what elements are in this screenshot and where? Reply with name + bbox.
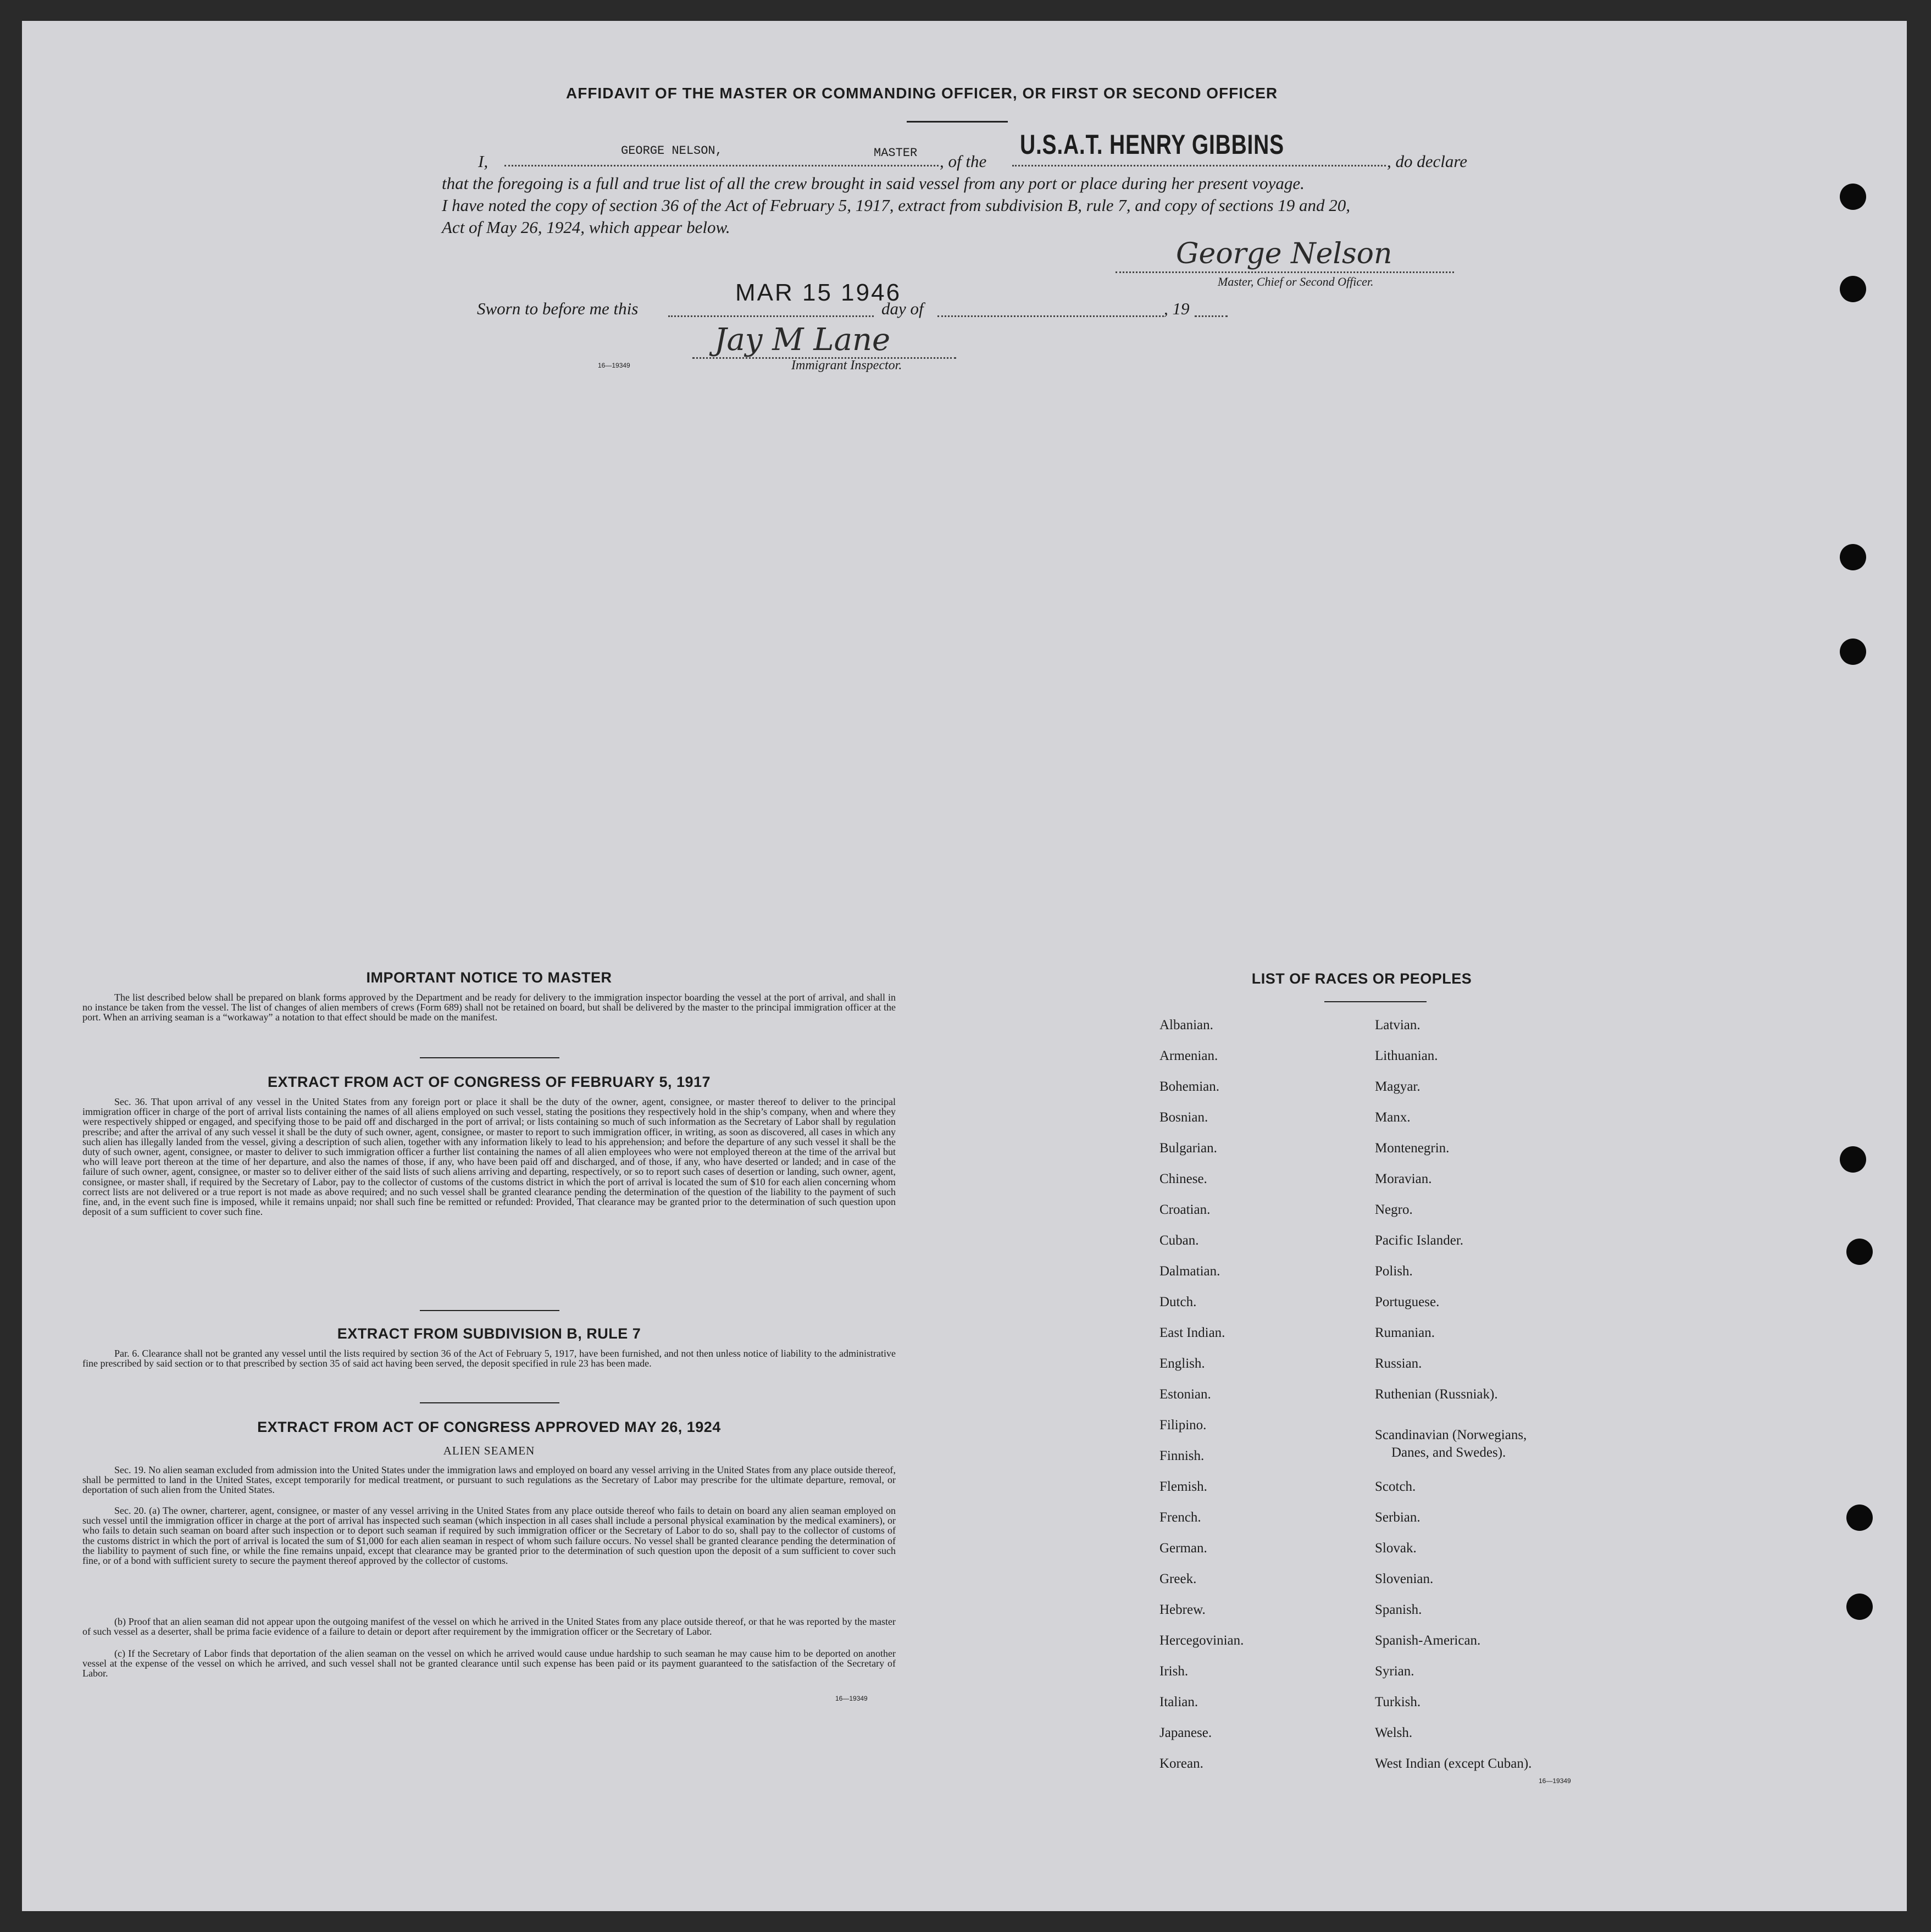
race-item: East Indian. xyxy=(1159,1325,1225,1340)
race-item: Armenian. xyxy=(1159,1048,1218,1063)
race-item: Slovak. xyxy=(1375,1541,1417,1556)
sec19-text: Sec. 19. No alien seaman excluded from admission into the United States under the immigration laws and employed on board any vessel arriving in the United States from any place outside thereof, shall be permitted to land in the United States, except temporarily for medical treatment, or pursuant to such regulations as the Secretary of Labor may prescribe for the ultimate departure, removal, or deportation of such alien from the United States. xyxy=(82,1464,896,1496)
binder-hole xyxy=(1840,1146,1866,1173)
race-item: Scotch. xyxy=(1375,1479,1416,1494)
race-item: Korean. xyxy=(1159,1756,1203,1771)
of-the-label: , of the xyxy=(940,152,987,171)
race-item: Hebrew. xyxy=(1159,1602,1206,1617)
form-number-right: 16—19349 xyxy=(1539,1777,1571,1785)
affidavit-i: I, xyxy=(478,152,489,171)
month-line xyxy=(937,315,1164,317)
extract-rule7-text: Par. 6. Clearance shall not be granted any vessel until the lists required by section 36 of the Act of February 5, 1917, have been furnished, and not then unless notice of liability to the administrative fine prescribed by said section or to that prescribed by section 35 of said act having been served, the deposit specified in rule 23 has been made. xyxy=(82,1348,896,1369)
race-item: Italian. xyxy=(1159,1695,1198,1709)
race-item: German. xyxy=(1159,1541,1207,1556)
binder-hole xyxy=(1840,639,1866,665)
race-item: Moravian. xyxy=(1375,1172,1432,1186)
binder-hole xyxy=(1846,1239,1873,1265)
sec20a-text: Sec. 20. (a) The owner, charterer, agent, consignee, or master of any vessel arriving in the United States from any place outside thereof who fails to detain on board any alien seaman employed on such vessel until the immigration officer in charge at the port of arrival has inspected such seaman (which inspection in all cases shall include a personal physical examination by the medical examiners), or who fails to detain such seaman on board after such inspection or to deport such seaman if required by such immigration officer or the Secretary of Labor to do so, shall pay to the collector of customs of the customs district in which the port of arrival is located the sum of $1,000 for each alien seaman in respect of whom such failure occurs. No vessel shall be granted clearance pending the determination of the liability to payment of such fine, or while the fine remains unpaid, except that clearance may be granted prior to the determination of such question upon the deposit of a sum sufficient to cover such fine, or of a bond with sufficient surety to secure the payment thereof approved by the collector of customs. xyxy=(82,1505,896,1567)
extract-1924-title: EXTRACT FROM ACT OF CONGRESS APPROVED MAY 26, 1924 xyxy=(257,1419,721,1435)
race-item: Danes, and Swedes). xyxy=(1391,1445,1506,1460)
form-number-top: 16—19349 xyxy=(598,362,630,369)
race-item: Negro. xyxy=(1375,1202,1413,1217)
race-item: Bohemian. xyxy=(1159,1079,1220,1094)
section-rule xyxy=(420,1057,559,1058)
race-item: Syrian. xyxy=(1375,1664,1414,1679)
race-item: Irish. xyxy=(1159,1664,1189,1679)
section-rule xyxy=(420,1402,559,1403)
race-item: Manx. xyxy=(1375,1110,1411,1125)
race-item: Russian. xyxy=(1375,1356,1422,1371)
race-item: Turkish. xyxy=(1375,1695,1421,1709)
race-item: Filipino. xyxy=(1159,1418,1207,1433)
race-item: Polish. xyxy=(1375,1264,1413,1279)
year-label: , 19 xyxy=(1164,299,1190,318)
sec20c-text: (c) If the Secretary of Labor finds that deportation of the alien seaman on the vessel on which he arrived would cause undue hardship to such seaman he may cause him to be deported on another vessel at the expense of the vessel on which he arrived, and such vessel shall not be granted clearance until such expense has been paid or its payment guaranteed to the satisfaction of the Secretary of Labor. xyxy=(82,1648,896,1679)
race-item: Latvian. xyxy=(1375,1018,1420,1032)
race-item: Pacific Islander. xyxy=(1375,1233,1464,1248)
signature-line xyxy=(1116,271,1454,273)
race-item: Finnish. xyxy=(1159,1448,1205,1463)
binder-hole xyxy=(1846,1504,1873,1531)
notice-text: The list described below shall be prepared on blank forms approved by the Department and be ready for delivery to the immigration inspector boarding the vessel at the port of arrival, and shall in no instance be taken from the vessel. The list of changes of alien members of crews (Form 689) shall not be retained on board, but shall be delivered by the master to the principal immigration officer at the port. When an arriving seaman is a “workaway” a notation to that effect should be made on the manifest. xyxy=(82,992,896,1023)
section-rule xyxy=(420,1310,559,1311)
race-item: West Indian (except Cuban). xyxy=(1375,1756,1532,1771)
race-item: English. xyxy=(1159,1356,1205,1371)
binder-hole xyxy=(1846,1594,1873,1620)
ship-line xyxy=(1012,165,1386,166)
affidavit-line2: that the foregoing is a full and true list of all the crew brought in said vessel from any port or place during her present voyage. xyxy=(442,174,1305,193)
affidavit-line4: Act of May 26, 1924, which appear below. xyxy=(442,218,730,237)
binder-hole xyxy=(1840,544,1866,570)
signature-caption: Master, Chief or Second Officer. xyxy=(1218,275,1374,288)
master-signature: George Nelson xyxy=(1176,237,1392,270)
race-item: Croatian. xyxy=(1159,1202,1211,1217)
race-item: Lithuanian. xyxy=(1375,1048,1438,1063)
sec20b-text: (b) Proof that an alien seaman did not appear upon the outgoing manifest of the vessel on which he arrived in the United States from any place outside thereof, or that he was reported by the master of such vessel as a deserter, shall be prima facie evidence of a failure to detain or deport after requirement by the immigration officer or the Secretary of Labor. xyxy=(82,1616,896,1637)
sworn-date-stamp: MAR 15 1946 xyxy=(735,279,902,306)
race-item: Hercegovinian. xyxy=(1159,1633,1244,1648)
race-item: Albanian. xyxy=(1159,1018,1213,1032)
name-line xyxy=(504,165,939,166)
race-item: Ruthenian (Russniak). xyxy=(1375,1387,1498,1402)
race-item: Estonian. xyxy=(1159,1387,1211,1402)
alien-seamen-subtitle: ALIEN SEAMEN xyxy=(443,1444,535,1457)
race-item: Montenegrin. xyxy=(1375,1141,1450,1156)
race-item: Flemish. xyxy=(1159,1479,1207,1494)
master-name: GEORGE NELSON, xyxy=(621,144,723,158)
race-item: Dutch. xyxy=(1159,1295,1197,1309)
race-item: French. xyxy=(1159,1510,1201,1525)
race-item: Japanese. xyxy=(1159,1725,1212,1740)
do-declare-label: , do declare xyxy=(1387,152,1468,171)
form-number-left: 16—19349 xyxy=(835,1695,868,1702)
ship-name: U.S.A.T. HENRY GIBBINS xyxy=(1020,129,1284,160)
sworn-day-line xyxy=(668,315,874,317)
race-item: Magyar. xyxy=(1375,1079,1420,1094)
race-item: Scandinavian (Norwegians, xyxy=(1375,1428,1527,1442)
extract-rule7-title: EXTRACT FROM SUBDIVISION B, RULE 7 xyxy=(337,1325,641,1342)
inspector-signature: Jay M Lane xyxy=(714,322,891,358)
races-rule xyxy=(1324,1001,1427,1002)
inspector-caption: Immigrant Inspector. xyxy=(791,358,902,373)
notice-title: IMPORTANT NOTICE TO MASTER xyxy=(366,969,612,986)
affidavit-title: AFFIDAVIT OF THE MASTER OR COMMANDING OFFICER, OR FIRST OR SECOND OFFICER xyxy=(566,85,1278,102)
race-item: Welsh. xyxy=(1375,1725,1413,1740)
extract-1917-text: Sec. 36. That upon arrival of any vessel in the United States from any foreign port or place it shall be the duty of the owner, agent, consignee, or master thereof to deliver to the principal immigration officer in charge of the port of arrival lists containing the names of all aliens employed on such vessel, stating the positions they respectively hold in the ship’s company, when and where they were respectively shipped or engaged, and specifying those to be paid off and discharged in the port of arrival; or lists containing so much of such information as the Secretary of Labor shall by regulation prescribe; and after the arrival of any such vessel it shall be the duty of such owner, agent, consignee, or master to report to such immigration officer, in writing, as soon as discovered, all cases in which any such alien has illegally landed from the vessel, giving a description of such alien, together with any information likely to lead to his apprehension; and before the departure of any such vessel it shall be the duty of such owner, agent, consignee, or master to deliver to such immigration officer a further list containing the names of all alien employees who were not employed thereon at the time of the arrival but who will leave port thereon at the time of her departure, and also the names of those, if any, who have been paid off and discharged, and of those, if any, who have deserted or landed; and in case of the failure of such owner, agent, consignee, or master so to deliver either of the said lists of such aliens arriving and departing, respectively, or so to report such cases of desertion or landing, such owner, agent, consignee, or master shall, if required by the Secretary of Labor, pay to the collector of customs of the customs district in which the port of arrival is located the sum of $10 for each alien concerning whom correct lists are not delivered or a true report is not made as above required; and no such vessel shall be granted clearance pending the determination of the question of the liability to the payment of such fine, and, in the event such fine is imposed, while it remains unpaid; nor shall such fine be remitted or refunded: Provided, That clearance may be granted prior to the determination of such question upon deposit of a sum sufficient to cover such fine. xyxy=(82,1096,896,1218)
affidavit-line3: I have noted the copy of section 36 of the Act of February 5, 1917, extract from subdivision B, rule 7, and copy of sections 19 and 20, xyxy=(442,196,1351,215)
race-item: Cuban. xyxy=(1159,1233,1199,1248)
race-item: Dalmatian. xyxy=(1159,1264,1220,1279)
race-item: Serbian. xyxy=(1375,1510,1420,1525)
race-item: Slovenian. xyxy=(1375,1572,1434,1586)
race-item: Bulgarian. xyxy=(1159,1141,1217,1156)
year-line xyxy=(1195,315,1228,317)
title-rule xyxy=(907,121,1008,123)
day-of-label: day of xyxy=(881,299,924,318)
race-item: Chinese. xyxy=(1159,1172,1207,1186)
binder-hole xyxy=(1840,184,1866,210)
race-item: Portuguese. xyxy=(1375,1295,1440,1309)
binder-hole xyxy=(1840,276,1866,302)
races-title: LIST OF RACES OR PEOPLES xyxy=(1251,970,1472,987)
extract-1917-title: EXTRACT FROM ACT OF CONGRESS OF FEBRUARY 5, 1917 xyxy=(267,1074,711,1090)
master-rank: MASTER xyxy=(874,146,918,160)
sworn-label: Sworn to before me this xyxy=(477,299,639,318)
race-item: Greek. xyxy=(1159,1572,1197,1586)
race-item: Rumanian. xyxy=(1375,1325,1435,1340)
race-item: Spanish. xyxy=(1375,1602,1422,1617)
race-item: Bosnian. xyxy=(1159,1110,1208,1125)
race-item: Spanish-American. xyxy=(1375,1633,1481,1648)
